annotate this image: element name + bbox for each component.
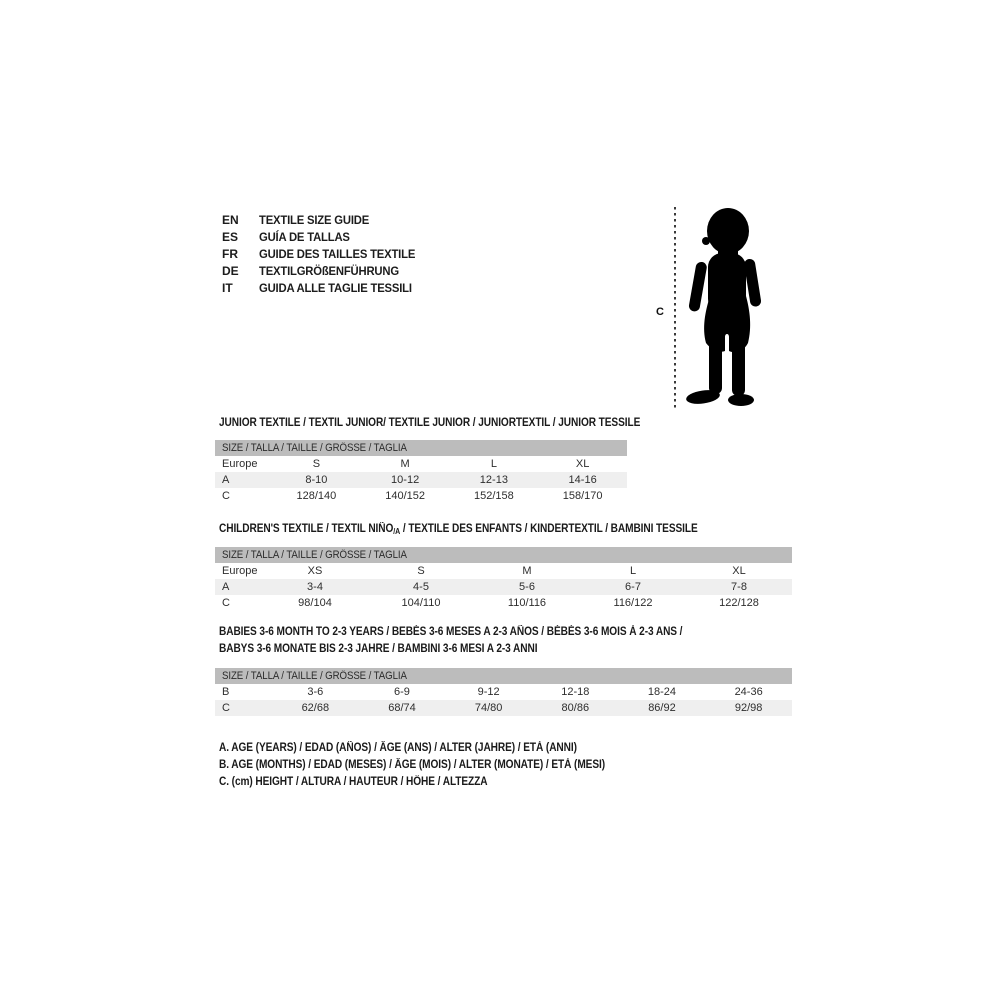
language-title: GUIDE DES TAILLES TEXTILE xyxy=(259,247,416,261)
language-code: IT xyxy=(222,281,233,295)
table-header-row xyxy=(215,547,792,563)
row-label: Europe xyxy=(222,565,258,577)
language-title: GUIDA ALLE TAGLIE TESSILI xyxy=(259,281,412,295)
table-row xyxy=(215,684,792,700)
size-value: 116/122 xyxy=(613,597,653,609)
row-label: C xyxy=(222,597,230,609)
babies-size-table xyxy=(215,668,792,716)
size-value: 158/170 xyxy=(562,490,603,502)
size-value: 18-24 xyxy=(647,686,677,698)
toddler-shape xyxy=(685,208,762,406)
section-heading-children xyxy=(219,521,763,540)
size-value: 24-36 xyxy=(734,686,763,698)
size-value: 80/86 xyxy=(532,700,619,716)
size-header-text: SIZE / TALLA / TAILLE / GRÖSSE / TAGLIA xyxy=(222,670,407,682)
size-value: 62/68 xyxy=(272,700,359,716)
size-value: 5-6 xyxy=(474,579,580,595)
heading-line: BABIES 3-6 MONTH TO 2-3 YEARS / BEBÉS 3-6 MESES A 2-3 AÑOS / BÉBÉS 3-6 MOIS À 2-3 ANS / xyxy=(219,626,683,638)
table-row xyxy=(215,700,792,716)
table-header-row xyxy=(215,668,792,684)
size-value: XL xyxy=(575,458,590,470)
language-row xyxy=(222,229,425,246)
legend-note-b xyxy=(219,757,658,774)
language-code: DE xyxy=(222,264,239,278)
size-value: 12-13 xyxy=(450,472,539,488)
legend-note-text: C. (cm) HEIGHT / ALTURA / HAUTEUR / HÖHE / ALTEZZA xyxy=(219,776,488,788)
row-label: Europe xyxy=(222,458,258,470)
language-code: ES xyxy=(222,230,239,244)
height-measure-label: C xyxy=(656,306,664,318)
legend-note-c xyxy=(219,774,658,791)
row-label: B xyxy=(222,686,230,698)
size-value: L xyxy=(490,458,497,470)
language-list xyxy=(222,212,425,297)
language-code: EN xyxy=(222,213,239,227)
size-value: 140/152 xyxy=(385,490,425,502)
heading-text-part: / TEXTILE DES ENFANTS / KINDERTEXTIL / BAMBINI TESSILE xyxy=(400,523,698,535)
legend-note-text: B. AGE (MONTHS) / EDAD (MESES) / ÂGE (MOIS) / ALTER (MONATE) / ETÀ (MESI) xyxy=(219,759,606,771)
size-header-text: SIZE / TALLA / TAILLE / GRÖSSE / TAGLIA xyxy=(222,549,407,561)
size-value: 92/98 xyxy=(705,700,792,716)
size-value: 74/80 xyxy=(445,700,532,716)
size-value: 104/110 xyxy=(401,597,441,609)
size-value: 152/158 xyxy=(473,490,514,502)
size-header-bar xyxy=(215,440,627,456)
size-value: L xyxy=(629,565,637,577)
size-value: 9-12 xyxy=(477,686,500,698)
size-header-bar xyxy=(215,547,792,563)
size-value: 128/140 xyxy=(296,490,337,502)
heading-subscript: /A xyxy=(393,527,401,536)
size-value: M xyxy=(522,565,532,577)
heading-line: BABYS 3-6 MONATE BIS 2-3 JAHRE / BAMBINI 3-6 MESI A 2-3 ANNI xyxy=(219,643,538,655)
size-value: 8-10 xyxy=(272,472,361,488)
size-value: 14-16 xyxy=(538,472,627,488)
section-heading-junior xyxy=(219,415,698,432)
size-value: 68/74 xyxy=(359,700,446,716)
size-header-bar xyxy=(215,668,792,684)
legend-notes xyxy=(219,740,658,791)
language-row xyxy=(222,263,425,280)
size-value: 3-4 xyxy=(262,579,368,595)
size-value: 6-7 xyxy=(580,579,686,595)
size-header-text: SIZE / TALLA / TAILLE / GRÖSSE / TAGLIA xyxy=(222,442,407,454)
size-value: M xyxy=(400,458,410,470)
size-value: 4-5 xyxy=(368,579,474,595)
size-value: 3-6 xyxy=(307,686,324,698)
table-row xyxy=(215,472,627,488)
heading-text xyxy=(219,521,698,540)
size-value: 10-12 xyxy=(361,472,450,488)
toddler-silhouette xyxy=(682,206,768,410)
language-title: TEXTILGRÖßENFÜHRUNG xyxy=(259,264,399,278)
row-label: A xyxy=(215,472,272,488)
language-title: TEXTILE SIZE GUIDE xyxy=(259,213,370,227)
size-value: S xyxy=(312,458,321,470)
section-heading-babies xyxy=(219,624,746,658)
table-header-row xyxy=(215,440,627,456)
legend-note-a xyxy=(219,740,658,757)
row-label: C xyxy=(222,490,230,502)
language-row xyxy=(222,212,425,229)
language-row xyxy=(222,280,425,297)
junior-size-table xyxy=(215,440,627,504)
children-size-table xyxy=(215,547,792,611)
language-code: FR xyxy=(222,247,238,261)
row-label: C xyxy=(215,700,272,716)
height-measure-dotted-line xyxy=(674,207,676,408)
size-value: 7-8 xyxy=(686,579,792,595)
size-value: 86/92 xyxy=(619,700,706,716)
size-value: 12-18 xyxy=(561,686,590,698)
heading-text: JUNIOR TEXTILE / TEXTIL JUNIOR/ TEXTILE JUNIOR / JUNIORTEXTIL / JUNIOR TESSILE xyxy=(219,417,641,429)
size-value: 122/128 xyxy=(719,597,759,609)
legend-note-text: A. AGE (YEARS) / EDAD (AÑOS) / ÂGE (ANS) / ALTER (JAHRE) / ETÀ (ANNI) xyxy=(219,742,577,754)
size-value: S xyxy=(417,565,425,577)
language-row xyxy=(222,246,425,263)
table-row xyxy=(215,595,792,611)
heading-text-part: CHILDREN'S TEXTILE / TEXTIL NIÑO xyxy=(219,523,394,535)
size-value: 6-9 xyxy=(394,686,410,698)
language-title: GUÍA DE TALLAS xyxy=(259,230,350,244)
size-value: 98/104 xyxy=(298,597,332,609)
table-row xyxy=(215,563,792,579)
table-row xyxy=(215,579,792,595)
size-value: XS xyxy=(307,565,323,577)
size-value: 110/116 xyxy=(507,597,547,609)
table-row xyxy=(215,456,627,472)
size-value: XL xyxy=(732,565,746,577)
table-row xyxy=(215,488,627,504)
row-label: A xyxy=(215,579,262,595)
